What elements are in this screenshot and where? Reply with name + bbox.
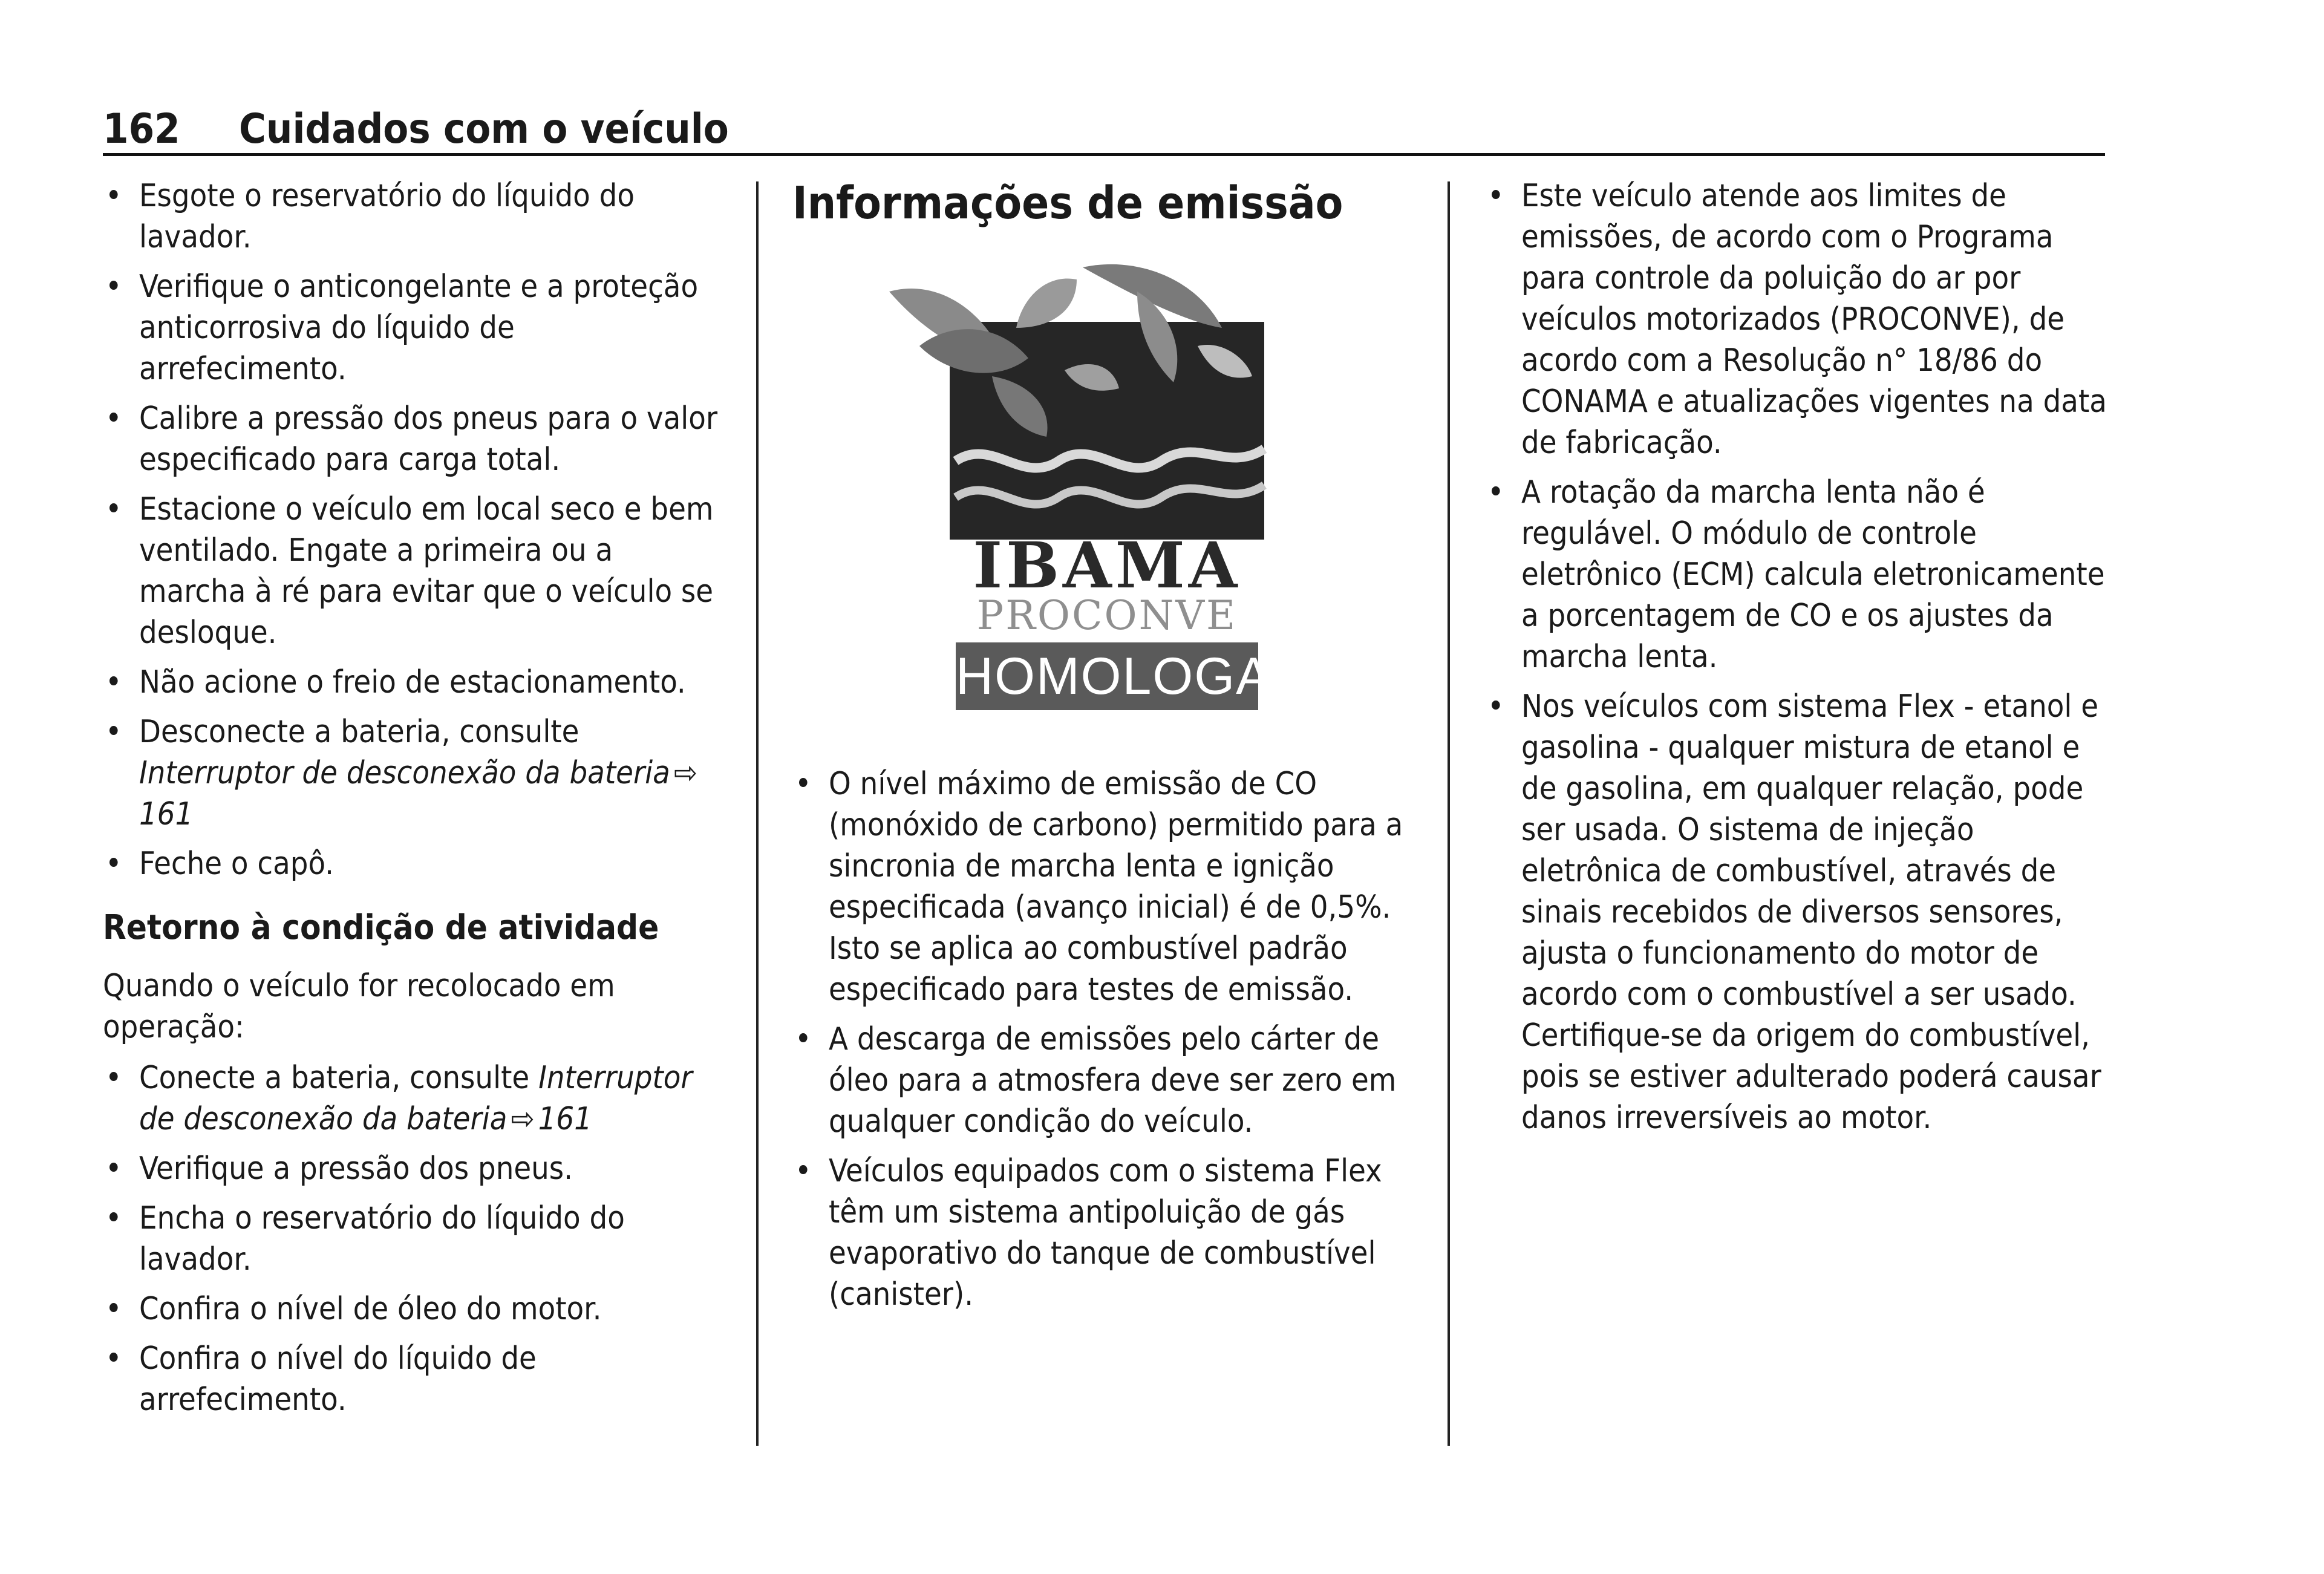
page-header [103, 100, 2105, 158]
running-title: Cuidados com o veículo [239, 105, 729, 153]
bullet-icon: • [1487, 178, 1504, 214]
list-item-text: Verifique a pressão dos pneus. [139, 1151, 573, 1187]
bullet-icon: • [105, 1200, 122, 1236]
section-title: Informações de emissão [792, 177, 1343, 229]
list-item-text: Verifique o anticongelante e a proteção anticorrosiva do líquido de arrefecimento. [139, 269, 699, 387]
ibama-proconve-logo [883, 255, 1353, 739]
list-item [103, 398, 726, 480]
list-item-text: Não acione o freio de estacionamento. [139, 664, 686, 700]
bullet-icon: • [105, 1151, 122, 1187]
column-left [103, 175, 726, 1429]
bullet-list-reactivation [103, 1057, 726, 1420]
bullet-icon: • [105, 846, 122, 882]
bullet-icon: • [795, 766, 812, 802]
list-item [103, 266, 726, 390]
list-item [792, 1151, 1409, 1315]
bullet-icon: • [105, 1291, 122, 1327]
list-item-text: A rotação da marcha lenta não é regulável. O módulo de controle eletrônico (ECM) calcula eletronicamente a porcentagem de CO e os ajustes da marcha lenta. [1521, 474, 2105, 675]
reference-page-number: 161 [139, 796, 194, 832]
list-item-text: Desconecte a bateria, consulte [139, 714, 579, 750]
column-divider-right [1448, 181, 1450, 1446]
list-item [103, 662, 726, 703]
column-middle [792, 175, 1409, 1324]
list-item-text: Confira o nível do líquido de arrefecimento. [139, 1341, 537, 1418]
list-item [103, 1198, 726, 1280]
list-item [103, 843, 726, 884]
list-item-text: Calibre a pressão dos pneus para o valor especificado para carga total. [139, 400, 718, 478]
logo-proconve-text: PROCONVE [976, 592, 1238, 639]
list-item [1485, 175, 2108, 463]
list-item [1485, 686, 2108, 1138]
bullet-icon: • [105, 269, 122, 305]
logo-emblem-icon [883, 255, 1282, 540]
bullet-list-storage [103, 175, 726, 884]
bullet-icon: • [105, 664, 122, 700]
list-item [103, 1338, 726, 1420]
bullet-icon: • [795, 1021, 812, 1057]
list-item [103, 1288, 726, 1330]
list-item-text: Este veículo atende aos limites de emissões, de acordo com o Programa para controle da poluição do ar por veículos motorizados (PROCONVE), de acordo com a Resolução n° 18/86 do CONAMA e atualizações vigentes na data de fabricação. [1521, 178, 2107, 461]
list-item [103, 489, 726, 653]
bullet-icon: • [1487, 688, 1504, 725]
column-divider-left [756, 181, 759, 1446]
column-right [1485, 175, 2108, 1147]
bullet-icon: • [1487, 474, 1504, 511]
list-item-text: Veículos equipados com o sistema Flex têm um sistema antipoluição de gás evaporativo do tanque de combustível (canister). [829, 1153, 1382, 1313]
list-item-text: Esgote o reservatório do líquido do lavador. [139, 178, 635, 255]
intro-paragraph: Quando o veículo for recolocado em operação: [103, 968, 615, 1045]
list-item [103, 175, 726, 258]
bullet-icon: • [105, 400, 122, 437]
list-item [792, 1019, 1409, 1142]
list-item-text: Nos veículos com sistema Flex - etanol e gasolina - qualquer mistura de etanol e de gasolina, em qualquer relação, pode ser usada. O sistema de injeção eletrônica de combustível, através de sinais recebidos de diversos sensores, ajusta o funcionamento do motor de acordo com o combustível a ser usado. Certifique-se da origem do combustível, pois se estiver adulterado poderá causar danos irreversíveis ao motor. [1521, 688, 2101, 1136]
bullet-icon: • [105, 491, 122, 527]
list-item-text: A descarga de emissões pelo cárter de óleo para a atmosfera deve ser zero em qualquer condição do veículo. [829, 1021, 1397, 1140]
subheading: Retorno à condição de atividade [103, 908, 659, 947]
list-item-text: Feche o capô. [139, 846, 335, 882]
list-item [1485, 472, 2108, 678]
bullet-list-compliance [1485, 175, 2108, 1138]
header-rule [103, 153, 2105, 156]
bullet-icon: • [105, 714, 122, 750]
list-item-text: Estacione o veículo em local seco e bem ventilado. Engate a primeira ou a marcha à ré para evitar que o veículo se desloque. [139, 491, 714, 651]
logo-ibama-text: IBAMA [973, 528, 1241, 602]
bullet-list-emissions [792, 763, 1409, 1315]
page-number: 162 [103, 105, 180, 153]
list-item [103, 1057, 726, 1140]
list-item [103, 1148, 726, 1189]
cross-reference-link[interactable]: Interruptor de desconexão da bateria [139, 1060, 693, 1137]
bullet-icon: • [105, 178, 122, 214]
list-item-text: Conecte a bateria, consulte [139, 1060, 539, 1096]
reference-page-number: 161 [538, 1101, 592, 1137]
bullet-icon: • [795, 1153, 812, 1189]
list-item [103, 711, 726, 835]
cross-reference-link[interactable]: Interruptor de desconexão da bateria [139, 755, 670, 791]
list-item-text: Confira o nível de óleo do motor. [139, 1291, 602, 1327]
bullet-icon: • [105, 1341, 122, 1377]
bullet-icon: • [105, 1060, 122, 1096]
list-item [792, 763, 1409, 1010]
page-reference-arrow-icon: ⇨ [511, 1101, 535, 1137]
list-item-text: O nível máximo de emissão de CO (monóxido de carbono) permitido para a sincronia de marcha lenta e ignição especificada (avanço inicial) é de 0,5%. Isto se aplica ao combustível padrão especificado para testes de emissão. [829, 766, 1403, 1008]
list-item-text: Encha o reservatório do líquido do lavador. [139, 1200, 625, 1278]
page-reference-arrow-icon: ⇨ [673, 755, 698, 791]
logo-homologado-badge: HOMOLOGADO [956, 642, 1258, 710]
